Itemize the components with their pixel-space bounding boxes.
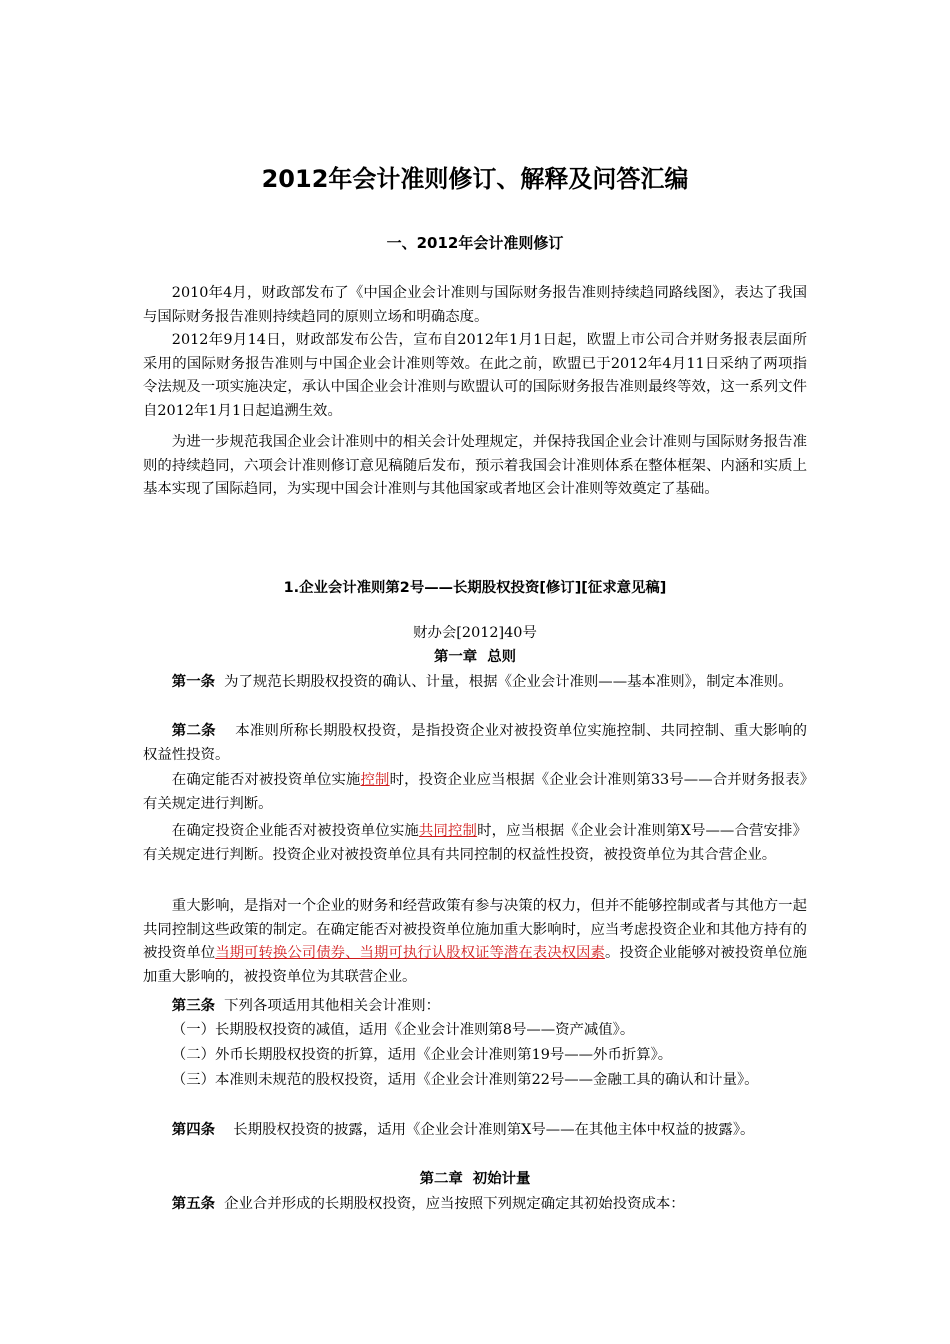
- joint-control-link[interactable]: 共同控制: [418, 823, 478, 839]
- article-4-label: 第四条: [171, 1122, 215, 1138]
- article-3-text: 下列各项适用其他相关会计准则：: [224, 998, 441, 1014]
- influence-text-b: 。投资企业能够对被投资单位施加重大影响的，被投资单位为其联营企业。: [143, 945, 807, 985]
- article-3-item-1: （一）长期股权投资的减值，适用《企业会计准则第8号——资产减值》。: [171, 1022, 635, 1038]
- article-5: [143, 1193, 807, 1217]
- article-4-text: 长期股权投资的披露，适用《企业会计准则第X号——在其他主体中权益的披露》。: [233, 1122, 755, 1138]
- control-text-a: 在确定能否对被投资单位实施: [171, 772, 361, 788]
- article-3-item-2: （二）外币长期股权投资的折算，适用《企业会计准则第19号——外币折算》。: [171, 1047, 673, 1063]
- article-1: [143, 671, 807, 695]
- chapter-1-heading: 第一章 总则: [434, 649, 516, 665]
- article-2: [143, 720, 807, 767]
- control-paragraph: [143, 769, 807, 816]
- section-heading: 一、2012年会计准则修订: [386, 234, 564, 252]
- influence-text-a: 重大影响，是指对一个企业的财务和经营政策有参与决策的权力，但并不能够控制或者与其他方一起共同控制这些政策的制定。在确定能否对被投资单位施加重大影响时，应当考虑投资企业和其他方持有的被投资单位: [143, 898, 807, 961]
- article-5-text: 企业合并形成的长期股权投资，应当按照下列规定确定其初始投资成本：: [224, 1196, 685, 1212]
- joint-text-b: 时，应当根据《企业会计准则第X号——合营安排》有关规定进行判断。投资企业对被投资单位具有共同控制的权益性投资，被投资单位为其合营企业。: [143, 823, 807, 863]
- potential-voting-rights-link[interactable]: 当期可转换公司债券、当期可执行认股权证等潜在表决权因素: [215, 945, 605, 961]
- intro-paragraph-2: 2012年9月14日，财政部发布公告，宣布自2012年1月1日起，欧盟上市公司合并财务报表层面所采用的国际财务报告准则与中国企业会计准则等效。在此之前，欧盟已于2012年4月11日采纳了两项指令法规及一项实施决定，承认中国企业会计准则与欧盟认可的国际财务报告准则最终等效，这一系列文件自2012年1月1日起追溯生效。: [143, 332, 807, 419]
- document-title: 2012年会计准则修订、解释及问答汇编: [261, 165, 689, 193]
- control-text-b: 时，投资企业应当根据《企业会计准则第33号——合并财务报表》有关规定进行判断。: [143, 772, 807, 812]
- article-1-label: 第一条: [171, 674, 215, 690]
- standard-heading: 1.企业会计准则第2号——长期股权投资[修订][征求意见稿]: [283, 580, 667, 596]
- joint-control-paragraph: [143, 820, 807, 867]
- article-2-text: 本准则所称长期股权投资，是指投资企业对被投资单位实施控制、共同控制、重大影响的权益性投资。: [143, 723, 807, 763]
- article-3-label: 第三条: [171, 998, 215, 1014]
- document-number: 财办会[2012]40号: [413, 625, 537, 641]
- article-5-label: 第五条: [171, 1196, 215, 1212]
- article-2-label: 第二条: [171, 723, 216, 739]
- chapter-2-heading: 第二章 初始计量: [419, 1171, 531, 1187]
- joint-text-a: 在确定投资企业能否对被投资单位实施: [171, 823, 419, 839]
- article-1-text: 为了规范长期股权投资的确认、计量，根据《企业会计准则——基本准则》，制定本准则。: [224, 674, 793, 690]
- significant-influence-paragraph: [143, 895, 807, 989]
- article-3-item-3: （三）本准则未规范的股权投资，适用《企业会计准则第22号——金融工具的确认和计量》。: [171, 1072, 759, 1088]
- intro-paragraph-3: 为进一步规范我国企业会计准则中的相关会计处理规定，并保持我国企业会计准则与国际财务报告准则的持续趋同，六项会计准则修订意见稿随后发布，预示着我国会计准则体系在整体框架、内涵和实质上基本实现了国际趋同，为实现中国会计准则与其他国家或者地区会计准则等效奠定了基础。: [143, 434, 807, 497]
- control-link[interactable]: 控制: [360, 772, 390, 788]
- intro-paragraph-1: 2010年4月，财政部发布了《中国企业会计准则与国际财务报告准则持续趋同路线图》，表达了我国与国际财务报告准则持续趋同的原则立场和明确态度。: [143, 285, 807, 325]
- article-3: [143, 995, 807, 1019]
- article-4: [143, 1119, 807, 1143]
